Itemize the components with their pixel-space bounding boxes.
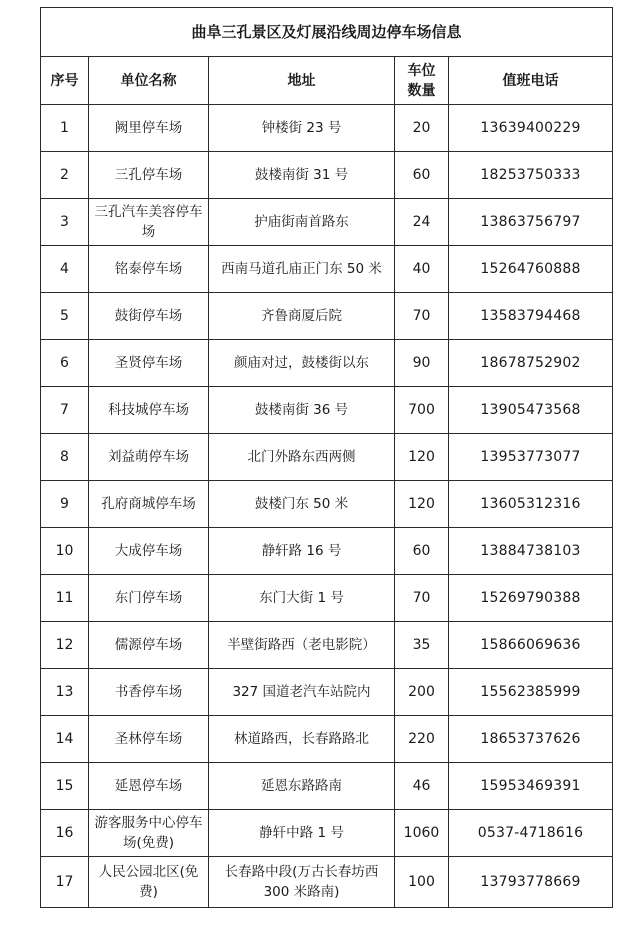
cell-spaces: 220 bbox=[395, 716, 449, 763]
cell-phone: 0537-4718616 bbox=[449, 810, 613, 857]
cell-name: 三孔汽车美容停车场 bbox=[89, 199, 209, 246]
cell-spaces: 40 bbox=[395, 246, 449, 293]
cell-spaces: 35 bbox=[395, 622, 449, 669]
header-spaces bbox=[395, 57, 449, 105]
cell-name: 儒源停车场 bbox=[89, 622, 209, 669]
cell-phone: 13639400229 bbox=[449, 105, 613, 152]
table-row bbox=[41, 716, 613, 763]
table-row bbox=[41, 246, 613, 293]
cell-phone: 13583794468 bbox=[449, 293, 613, 340]
cell-index: 2 bbox=[41, 152, 89, 199]
cell-phone: 13953773077 bbox=[449, 434, 613, 481]
table-row bbox=[41, 340, 613, 387]
cell-phone: 13863756797 bbox=[449, 199, 613, 246]
parking-table bbox=[40, 7, 613, 908]
cell-spaces: 100 bbox=[395, 857, 449, 908]
table-row bbox=[41, 481, 613, 528]
cell-spaces: 700 bbox=[395, 387, 449, 434]
cell-index: 7 bbox=[41, 387, 89, 434]
cell-spaces: 60 bbox=[395, 528, 449, 575]
cell-address: 齐鲁商厦后院 bbox=[209, 293, 395, 340]
cell-address: 鼓楼门东 50 米 bbox=[209, 481, 395, 528]
cell-address: 颜庙对过，鼓楼街以东 bbox=[209, 340, 395, 387]
cell-phone: 18253750333 bbox=[449, 152, 613, 199]
cell-spaces: 120 bbox=[395, 481, 449, 528]
cell-name: 科技城停车场 bbox=[89, 387, 209, 434]
cell-address: 延恩东路路南 bbox=[209, 763, 395, 810]
table-row bbox=[41, 857, 613, 908]
cell-name: 三孔停车场 bbox=[89, 152, 209, 199]
cell-name: 孔府商城停车场 bbox=[89, 481, 209, 528]
table-row bbox=[41, 152, 613, 199]
cell-index: 14 bbox=[41, 716, 89, 763]
cell-name: 人民公园北区(免费) bbox=[89, 857, 209, 908]
cell-name: 铭泰停车场 bbox=[89, 246, 209, 293]
cell-address: 327 国道老汽车站院内 bbox=[209, 669, 395, 716]
cell-phone: 15264760888 bbox=[449, 246, 613, 293]
cell-spaces: 60 bbox=[395, 152, 449, 199]
cell-address: 林道路西，长春路路北 bbox=[209, 716, 395, 763]
cell-address: 北门外路东西两侧 bbox=[209, 434, 395, 481]
cell-name: 鼓街停车场 bbox=[89, 293, 209, 340]
cell-address: 护庙街南首路东 bbox=[209, 199, 395, 246]
cell-name: 阙里停车场 bbox=[89, 105, 209, 152]
cell-name: 延恩停车场 bbox=[89, 763, 209, 810]
cell-index: 4 bbox=[41, 246, 89, 293]
cell-spaces: 24 bbox=[395, 199, 449, 246]
table-row bbox=[41, 763, 613, 810]
cell-phone: 13905473568 bbox=[449, 387, 613, 434]
cell-index: 15 bbox=[41, 763, 89, 810]
cell-address: 西南马道孔庙正门东 50 米 bbox=[209, 246, 395, 293]
cell-index: 8 bbox=[41, 434, 89, 481]
cell-spaces: 90 bbox=[395, 340, 449, 387]
cell-index: 9 bbox=[41, 481, 89, 528]
cell-index: 1 bbox=[41, 105, 89, 152]
cell-spaces: 200 bbox=[395, 669, 449, 716]
cell-name: 刘益萌停车场 bbox=[89, 434, 209, 481]
cell-name: 圣林停车场 bbox=[89, 716, 209, 763]
cell-index: 3 bbox=[41, 199, 89, 246]
cell-address: 钟楼街 23 号 bbox=[209, 105, 395, 152]
table-row bbox=[41, 810, 613, 857]
cell-spaces: 1060 bbox=[395, 810, 449, 857]
cell-address: 半壁街路西（老电影院） bbox=[209, 622, 395, 669]
table-row bbox=[41, 387, 613, 434]
table-row bbox=[41, 622, 613, 669]
table-row bbox=[41, 199, 613, 246]
cell-phone: 18678752902 bbox=[449, 340, 613, 387]
cell-phone: 15562385999 bbox=[449, 669, 613, 716]
cell-phone: 15953469391 bbox=[449, 763, 613, 810]
header-phone: 值班电话 bbox=[449, 57, 613, 105]
cell-index: 5 bbox=[41, 293, 89, 340]
cell-address: 东门大街 1 号 bbox=[209, 575, 395, 622]
header-index: 序号 bbox=[41, 57, 89, 105]
cell-address: 静轩中路 1 号 bbox=[209, 810, 395, 857]
cell-address: 鼓楼南街 31 号 bbox=[209, 152, 395, 199]
table-title: 曲阜三孔景区及灯展沿线周边停车场信息 bbox=[41, 8, 613, 57]
table-row bbox=[41, 434, 613, 481]
cell-spaces: 70 bbox=[395, 575, 449, 622]
table-row bbox=[41, 293, 613, 340]
table-row bbox=[41, 105, 613, 152]
cell-phone: 13884738103 bbox=[449, 528, 613, 575]
header-name: 单位名称 bbox=[89, 57, 209, 105]
cell-name: 游客服务中心停车场(免费) bbox=[89, 810, 209, 857]
cell-index: 12 bbox=[41, 622, 89, 669]
cell-phone: 18653737626 bbox=[449, 716, 613, 763]
cell-name: 书香停车场 bbox=[89, 669, 209, 716]
cell-phone: 13605312316 bbox=[449, 481, 613, 528]
page-bottom-crop bbox=[0, 919, 640, 930]
header-spaces-line1: 车位 bbox=[407, 62, 436, 79]
cell-index: 16 bbox=[41, 810, 89, 857]
cell-name: 东门停车场 bbox=[89, 575, 209, 622]
header-spaces-line2: 数量 bbox=[407, 82, 436, 99]
cell-phone: 13793778669 bbox=[449, 857, 613, 908]
cell-name: 圣贤停车场 bbox=[89, 340, 209, 387]
cell-address: 静轩路 16 号 bbox=[209, 528, 395, 575]
cell-phone: 15269790388 bbox=[449, 575, 613, 622]
cell-name: 大成停车场 bbox=[89, 528, 209, 575]
cell-address: 鼓楼南街 36 号 bbox=[209, 387, 395, 434]
cell-index: 6 bbox=[41, 340, 89, 387]
cell-index: 13 bbox=[41, 669, 89, 716]
cell-spaces: 70 bbox=[395, 293, 449, 340]
cell-spaces: 120 bbox=[395, 434, 449, 481]
cell-spaces: 20 bbox=[395, 105, 449, 152]
cell-spaces: 46 bbox=[395, 763, 449, 810]
cell-index: 11 bbox=[41, 575, 89, 622]
table-row bbox=[41, 669, 613, 716]
cell-phone: 15866069636 bbox=[449, 622, 613, 669]
cell-index: 10 bbox=[41, 528, 89, 575]
table-row bbox=[41, 528, 613, 575]
cell-address: 长春路中段(万古长春坊西 300 米路南) bbox=[209, 857, 395, 908]
cell-index: 17 bbox=[41, 857, 89, 908]
parking-info-sheet bbox=[40, 7, 612, 908]
table-row bbox=[41, 575, 613, 622]
header-address: 地址 bbox=[209, 57, 395, 105]
